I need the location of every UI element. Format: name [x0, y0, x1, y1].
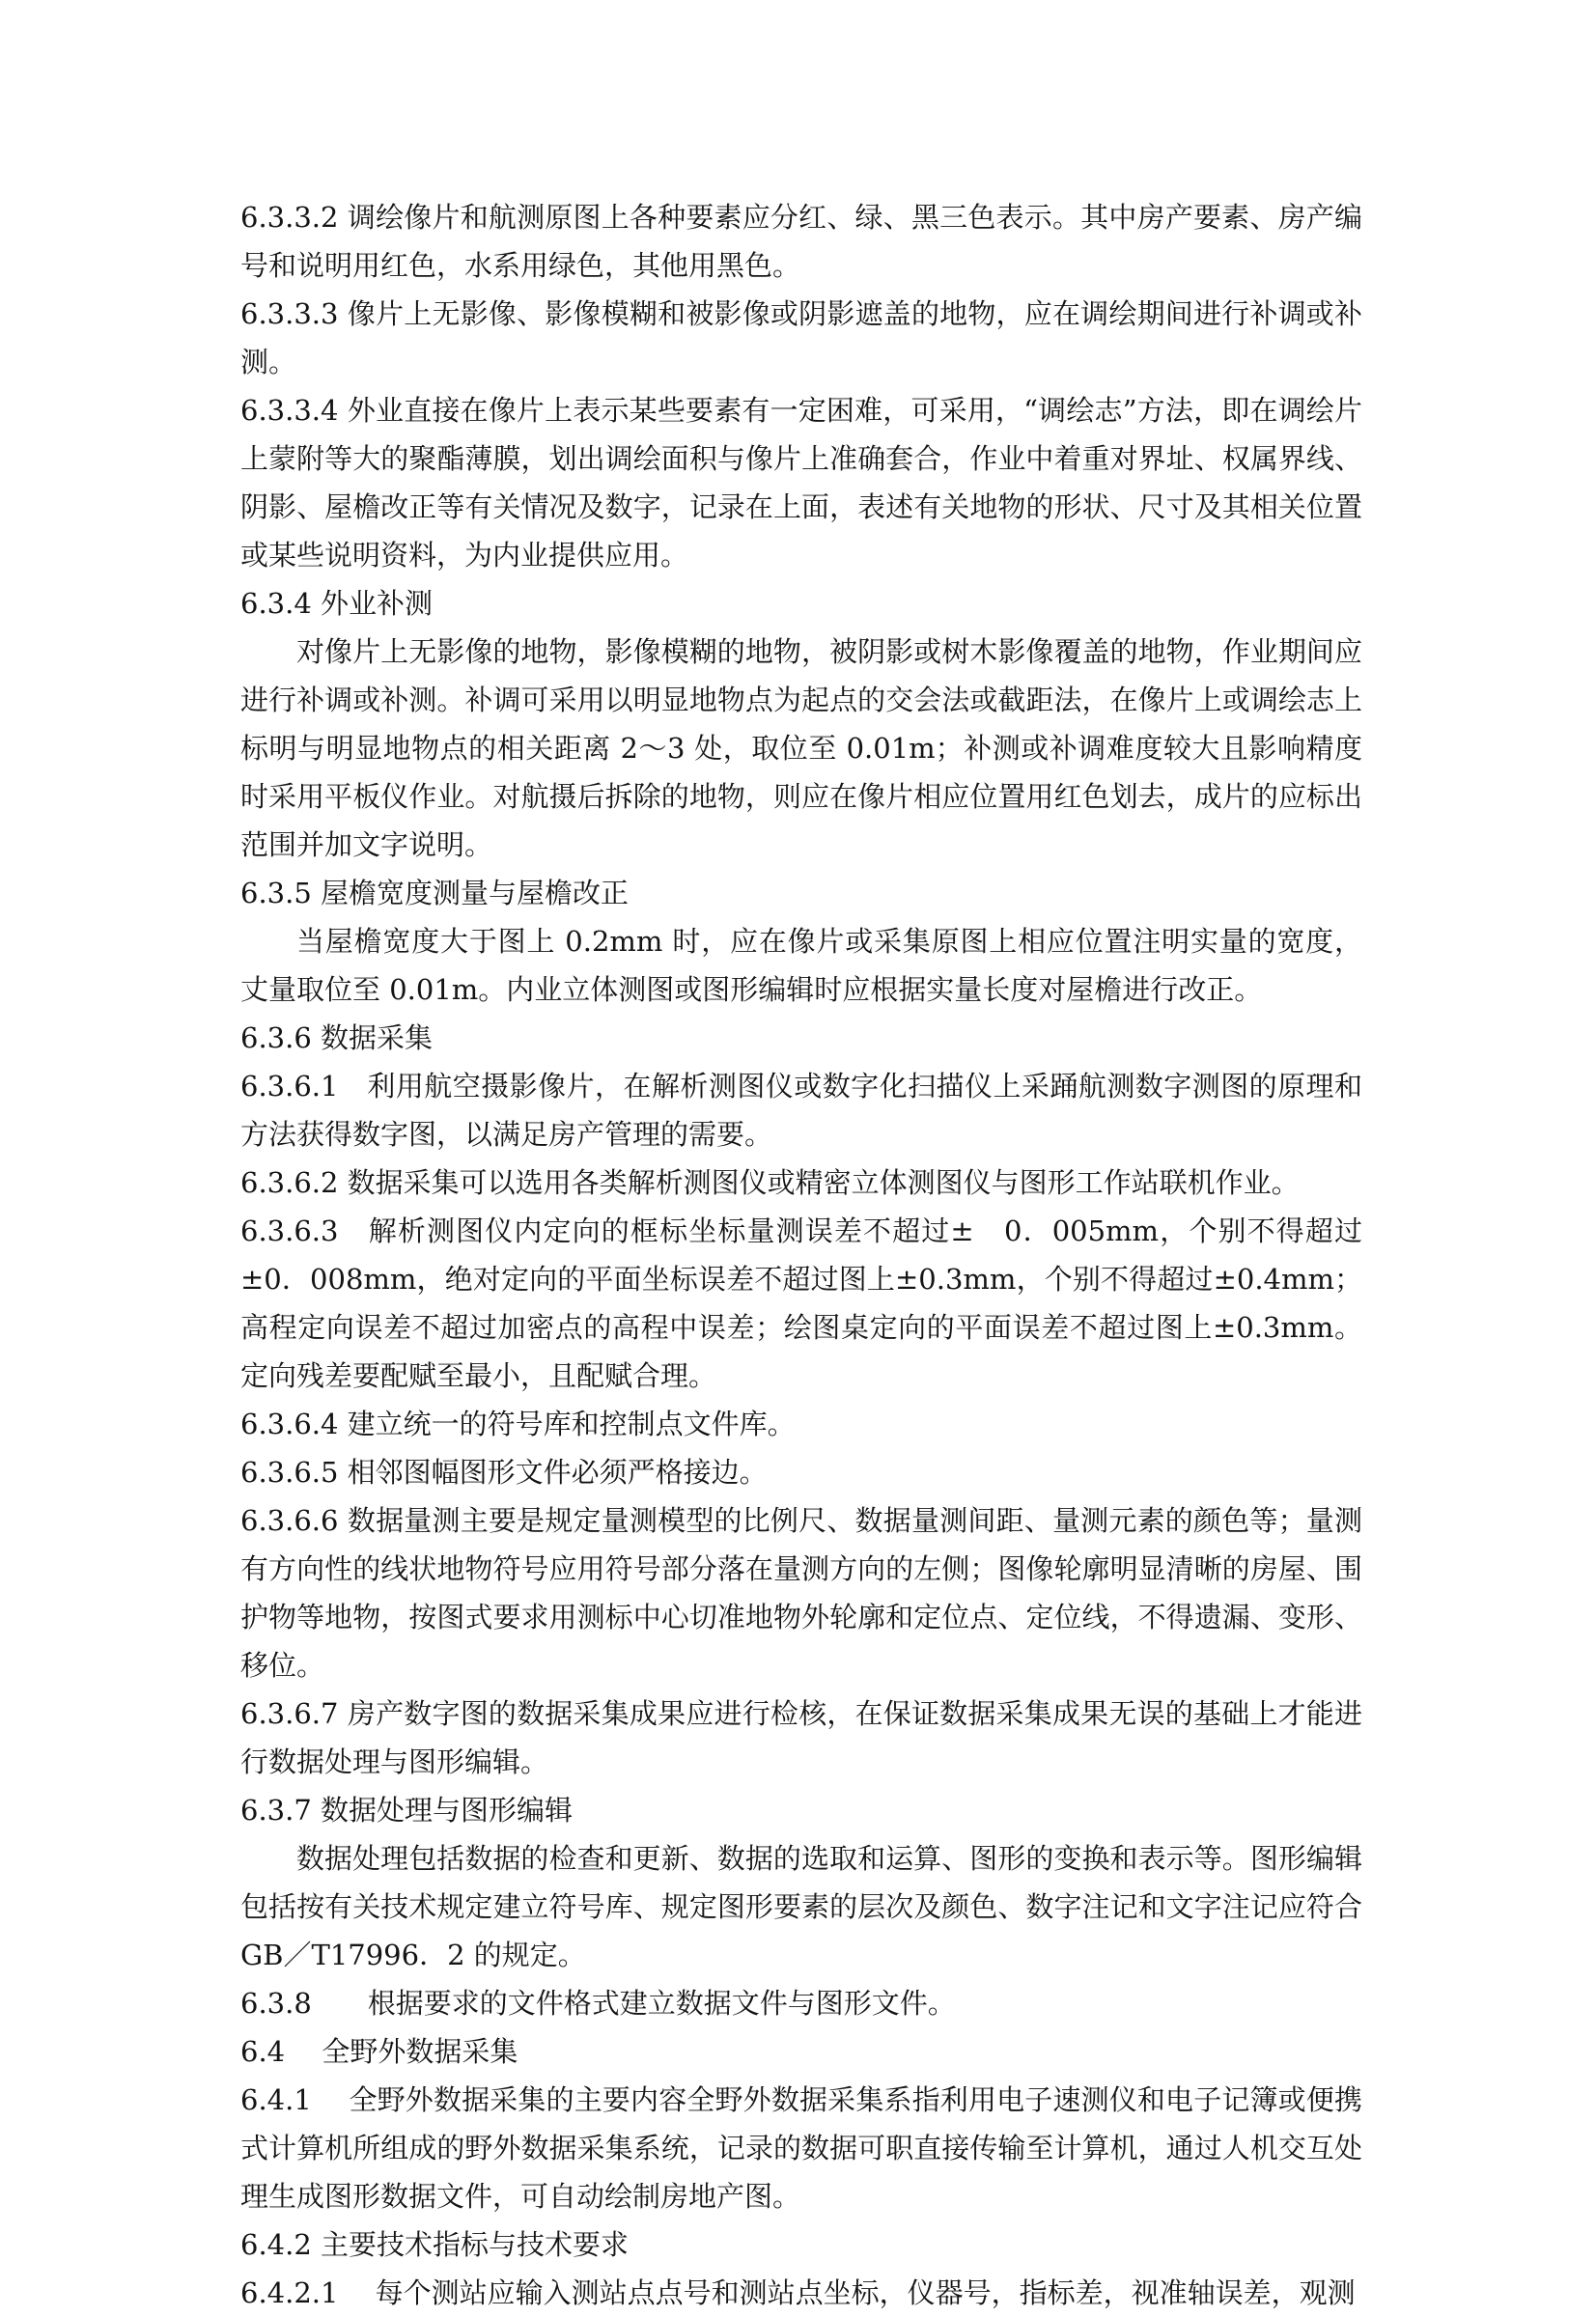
section-heading: 6.4.2 主要技术指标与技术要求 [240, 2228, 630, 2261]
section-heading: 6.3.6 数据采集 [240, 1021, 434, 1054]
paragraph: 6.3.3.3 像片上无影像、影像模糊和被影像或阴影遮盖的地物，应在调绘期间进行补调或补测。 [240, 297, 1362, 378]
paragraph: 6.3.6.4 建立统一的符号库和控制点文件库。 [240, 1408, 796, 1440]
paragraph: 6.3.6.7 房产数字图的数据采集成果应进行检核，在保证数据采集成果无误的基础上才能进行数据处理与图形编辑。 [240, 1697, 1362, 1778]
section-heading: 6.3.7 数据处理与图形编辑 [240, 1794, 574, 1827]
section-heading: 6.3.4 外业补测 [240, 587, 434, 620]
paragraph: 当屋檐宽度大于图上 0.2mm 时，应在像片或采集原图上相应位置注明实量的宽度，丈量取位至 0.01m。内业立体测图或图形编辑时应根据实量长度对屋檐进行改正。 [240, 925, 1362, 1006]
paragraph: 6.4.1 全野外数据采集的主要内容全野外数据采集系指利用电子速测仪和电子记簿或便携式计算机所组成的野外数据采集系统，记录的数据可职直接传输至计算机，通过人机交互处理生成图形数据文件，可自动绘制房地产图。 [240, 2083, 1362, 2213]
paragraph: 对像片上无影像的地物，影像模糊的地物，被阴影或树木影像覆盖的地物，作业期间应进行补调或补测。补调可采用以明显地物点为起点的交会法或截距法，在像片上或调绘志上标明与明显地物点的相关距离 2～3 处，取位至 0.01m；补测或补调难度较大且影响精度时采用平板仪作业。对航摄后拆除的地物，则应在像片相应位置用红色划去，成片的应标出范围并加文字说明。 [240, 635, 1362, 861]
section-heading: 6.3.5 屋檐宽度测量与屋檐改正 [240, 877, 630, 909]
paragraph: 6.3.8 根据要求的文件格式建立数据文件与图形文件。 [240, 1987, 956, 2020]
paragraph: 6.3.3.4 外业直接在像片上表示某些要素有一定困难，可采用，“调绘志”方法，即在调绘片上蒙附等大的聚酯薄膜，划出调绘面积与像片上准确套合，作业中着重对界址、权属界线、阴影、屋檐改正等有关情况及数字，记录在上面，表述有关地物的形状、尺寸及其相关位置或某些说明资料，为内业提供应用。 [240, 394, 1362, 572]
paragraph: 数据处理包括数据的检查和更新、数据的选取和运算、图形的变换和表示等。图形编辑包括按有关技术规定建立符号库、规定图形要素的层次及颜色、数字注记和文字注记应符合GB／T17996．2 的规定。 [240, 1842, 1362, 1971]
paragraph: 6.3.6.2 数据采集可以选用各类解析测图仪或精密立体测图仪与图形工作站联机作业。 [240, 1166, 1300, 1199]
paragraph: 6.3.6.1 利用航空摄影像片，在解析测图仪或数字化扫描仪上采踊航测数字测图的原理和方法获得数字图，以满足房产管理的需要。 [240, 1070, 1362, 1151]
section-heading: 6.4 全野外数据采集 [240, 2035, 518, 2068]
paragraph: 6.3.6.6 数据量测主要是规定量测模型的比例尺、数据量测间距、量测元素的颜色等；量测有方向性的线状地物符号应用符号部分落在量测方向的左侧；图像轮廓明显清晰的房屋、围护物等地物，按图式要求用测标中心切准地物外轮廓和定位点、定位线，不得遗漏、变形、移位。 [240, 1504, 1362, 1682]
document-body [240, 193, 1362, 2317]
paragraph: 6.4.2.1 每个测站应输入测站点点号和测站点坐标，仪器号，指标差，视准轴误差，观测 [240, 2276, 1356, 2309]
paragraph: 6.3.6.5 相邻图幅图形文件必须严格接边。 [240, 1456, 768, 1489]
paragraph: 6.3.6.3 解析测图仪内定向的框标坐标量测误差不超过± 0．005mm，个别不得超过±0．008mm，绝对定向的平面坐标误差不超过图上±0.3mm，个别不得超过±0.4mm；高程定向误差不超过加密点的高程中误差；绘图桌定向的平面误差不超过图上±0.3mm。定向残差要配赋至最小，且配赋合理。 [240, 1214, 1362, 1392]
paragraph: 6.3.3.2 调绘像片和航测原图上各种要素应分红、绿、黑三色表示。其中房产要素、房产编号和说明用红色，水系用绿色，其他用黑色。 [240, 201, 1362, 282]
